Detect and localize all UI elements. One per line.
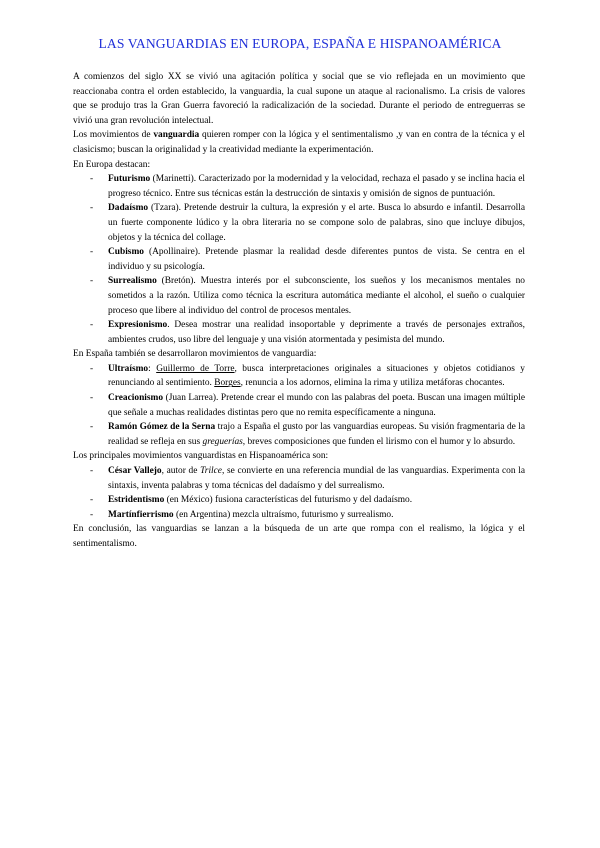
europa-list	[73, 172, 525, 347]
movement-name: Martínfierrismo	[108, 509, 174, 520]
movement-name: Futurismo	[108, 174, 151, 185]
movement-name: Surrealismo	[108, 276, 157, 287]
movement-name: Estridentismo	[108, 495, 165, 506]
movement-name: Creacionismo	[108, 393, 164, 404]
vanguardia-term: vanguardia	[153, 130, 200, 141]
greguerias-term: greguerías	[202, 436, 243, 447]
list-item-martinfierrismo: - Martínfierrismo (en Argentina) mezcla ultraísmo, futurismo y surrealismo.	[90, 509, 394, 520]
movement-name: Expresionismo	[108, 320, 168, 331]
intro-paragraph: A comienzos del siglo XX se vivió una agitación política y social que se vio reflejada en un movimiento que reaccionaba contra el orden establecido, la vanguardia, la cual supone un ataque al racionalismo. La crisis de valores que se produjo tras la Gran Guerra favoreció la radicalización de la sociedad. Durante el periodo de entreguerras se vivió una gran revolución intelectual.	[73, 72, 525, 126]
movement-name: Cubismo	[108, 247, 144, 258]
list-item-dadaismo: - Dadaísmo (Tzara). Pretende destruir la cultura, la expresión y el arte. Busca lo absurdo e infantil. Desarrolla un fuerte componente lúdico y la obra literaria no se compone solo de palabras, sino que incluye dibujos, objetos y la técnica del collage.	[90, 203, 525, 243]
list-item-surrealismo: - Surrealismo (Bretón). Muestra interés por el subconsciente, los sueños y los mecanismos mentales no sometidos a la razón. Utiliza como técnica la escritura automática mediante el alcohol, el sueño o cualquier proceso que libere al individuo del control de procesos mentales.	[90, 276, 525, 316]
list-item-futurismo: - Futurismo (Marinetti). Caracterizado por la modernidad y la velocidad, rechaza el pasado y se inclina hacia el progreso técnico. Entre sus técnicas están la destrucción de sintaxis y omisión de signos de puntuación.	[90, 174, 525, 199]
movement-name: Dadaísmo	[108, 203, 149, 214]
list-item-ramon-gomez: - Ramón Gómez de la Serna trajo a España el gusto por las vanguardias europeas. Su visión fragmentaria de la realidad se refleja en sus greguerías, breves composiciones que funden el lirismo con el humor y lo absurdo.	[90, 422, 526, 447]
list-item-vallejo: - César Vallejo, autor de Trilce, se convierte en una referencia mundial de las vanguardias. Experimenta con la sintaxis, inventa palabras y toma técnicas del dadaísmo y del surrealismo.	[90, 466, 525, 491]
list-item-cubismo: - Cubismo (Apollinaire). Pretende plasmar la realidad desde diferentes puntos de vista. Se centra en el individuo y su psicología.	[90, 247, 525, 272]
hispano-heading: Los principales movimientos vanguardistas en Hispanoamérica son:	[73, 451, 329, 462]
movement-name: Ultraísmo	[108, 363, 149, 374]
espana-list	[73, 362, 525, 450]
link-borges[interactable]: Borges	[214, 378, 241, 389]
conclusion-paragraph: En conclusión, las vanguardias se lanzan a la búsqueda de un arte que rompa con el realismo, la lógica y el sentimentalismo.	[73, 524, 525, 549]
author-name: César Vallejo	[108, 466, 162, 477]
document-title: LAS VANGUARDIAS EN EUROPA, ESPAÑA E HISPANOAMÉRICA	[98, 36, 502, 51]
link-guillermo-de-torre[interactable]: Guillermo de Torre	[156, 363, 235, 374]
list-item-estridentismo: - Estridentismo (en México) fusiona características del futurismo y del dadaísmo.	[90, 495, 413, 506]
hispano-list	[73, 464, 525, 522]
list-item-ultraismo: - Ultraísmo: Guillermo de Torre, busca interpretaciones originales a situaciones y objetos cotidianos y renunciando al sentimiento. Borges, renuncia a los adornos, elimina la rima y utiliza metáforas chocantes.	[90, 363, 525, 389]
trilce-title: Trilce	[200, 466, 222, 477]
list-item-creacionismo: - Creacionismo (Juan Larrea). Pretende crear el mundo con las palabras del poeta. Buscan una imagen múltiple que señale a muchas realidades distintas pero que no remita específicamente a ninguna.	[90, 393, 525, 418]
europa-heading: En Europa destacan:	[73, 159, 151, 170]
espana-heading: En España también se desarrollaron movimientos de vanguardia:	[73, 349, 317, 360]
document-body	[73, 70, 525, 552]
list-item-expresionismo: - Expresionismo. Desea mostrar una realidad insoportable y deprimente a través de personajes extraños, ambientes crudos, uso libre del lenguaje y una visión atormentada y pesimista del mundo.	[90, 320, 525, 345]
vanguardia-paragraph: Los movimientos de vanguardia quieren romper con la lógica y el sentimentalismo ,y van en contra de la técnica y el clasicismo; buscan la originalidad y la creatividad mediante la experimentación.	[73, 130, 526, 155]
author-name: Ramón Gómez de la Serna	[108, 422, 216, 433]
